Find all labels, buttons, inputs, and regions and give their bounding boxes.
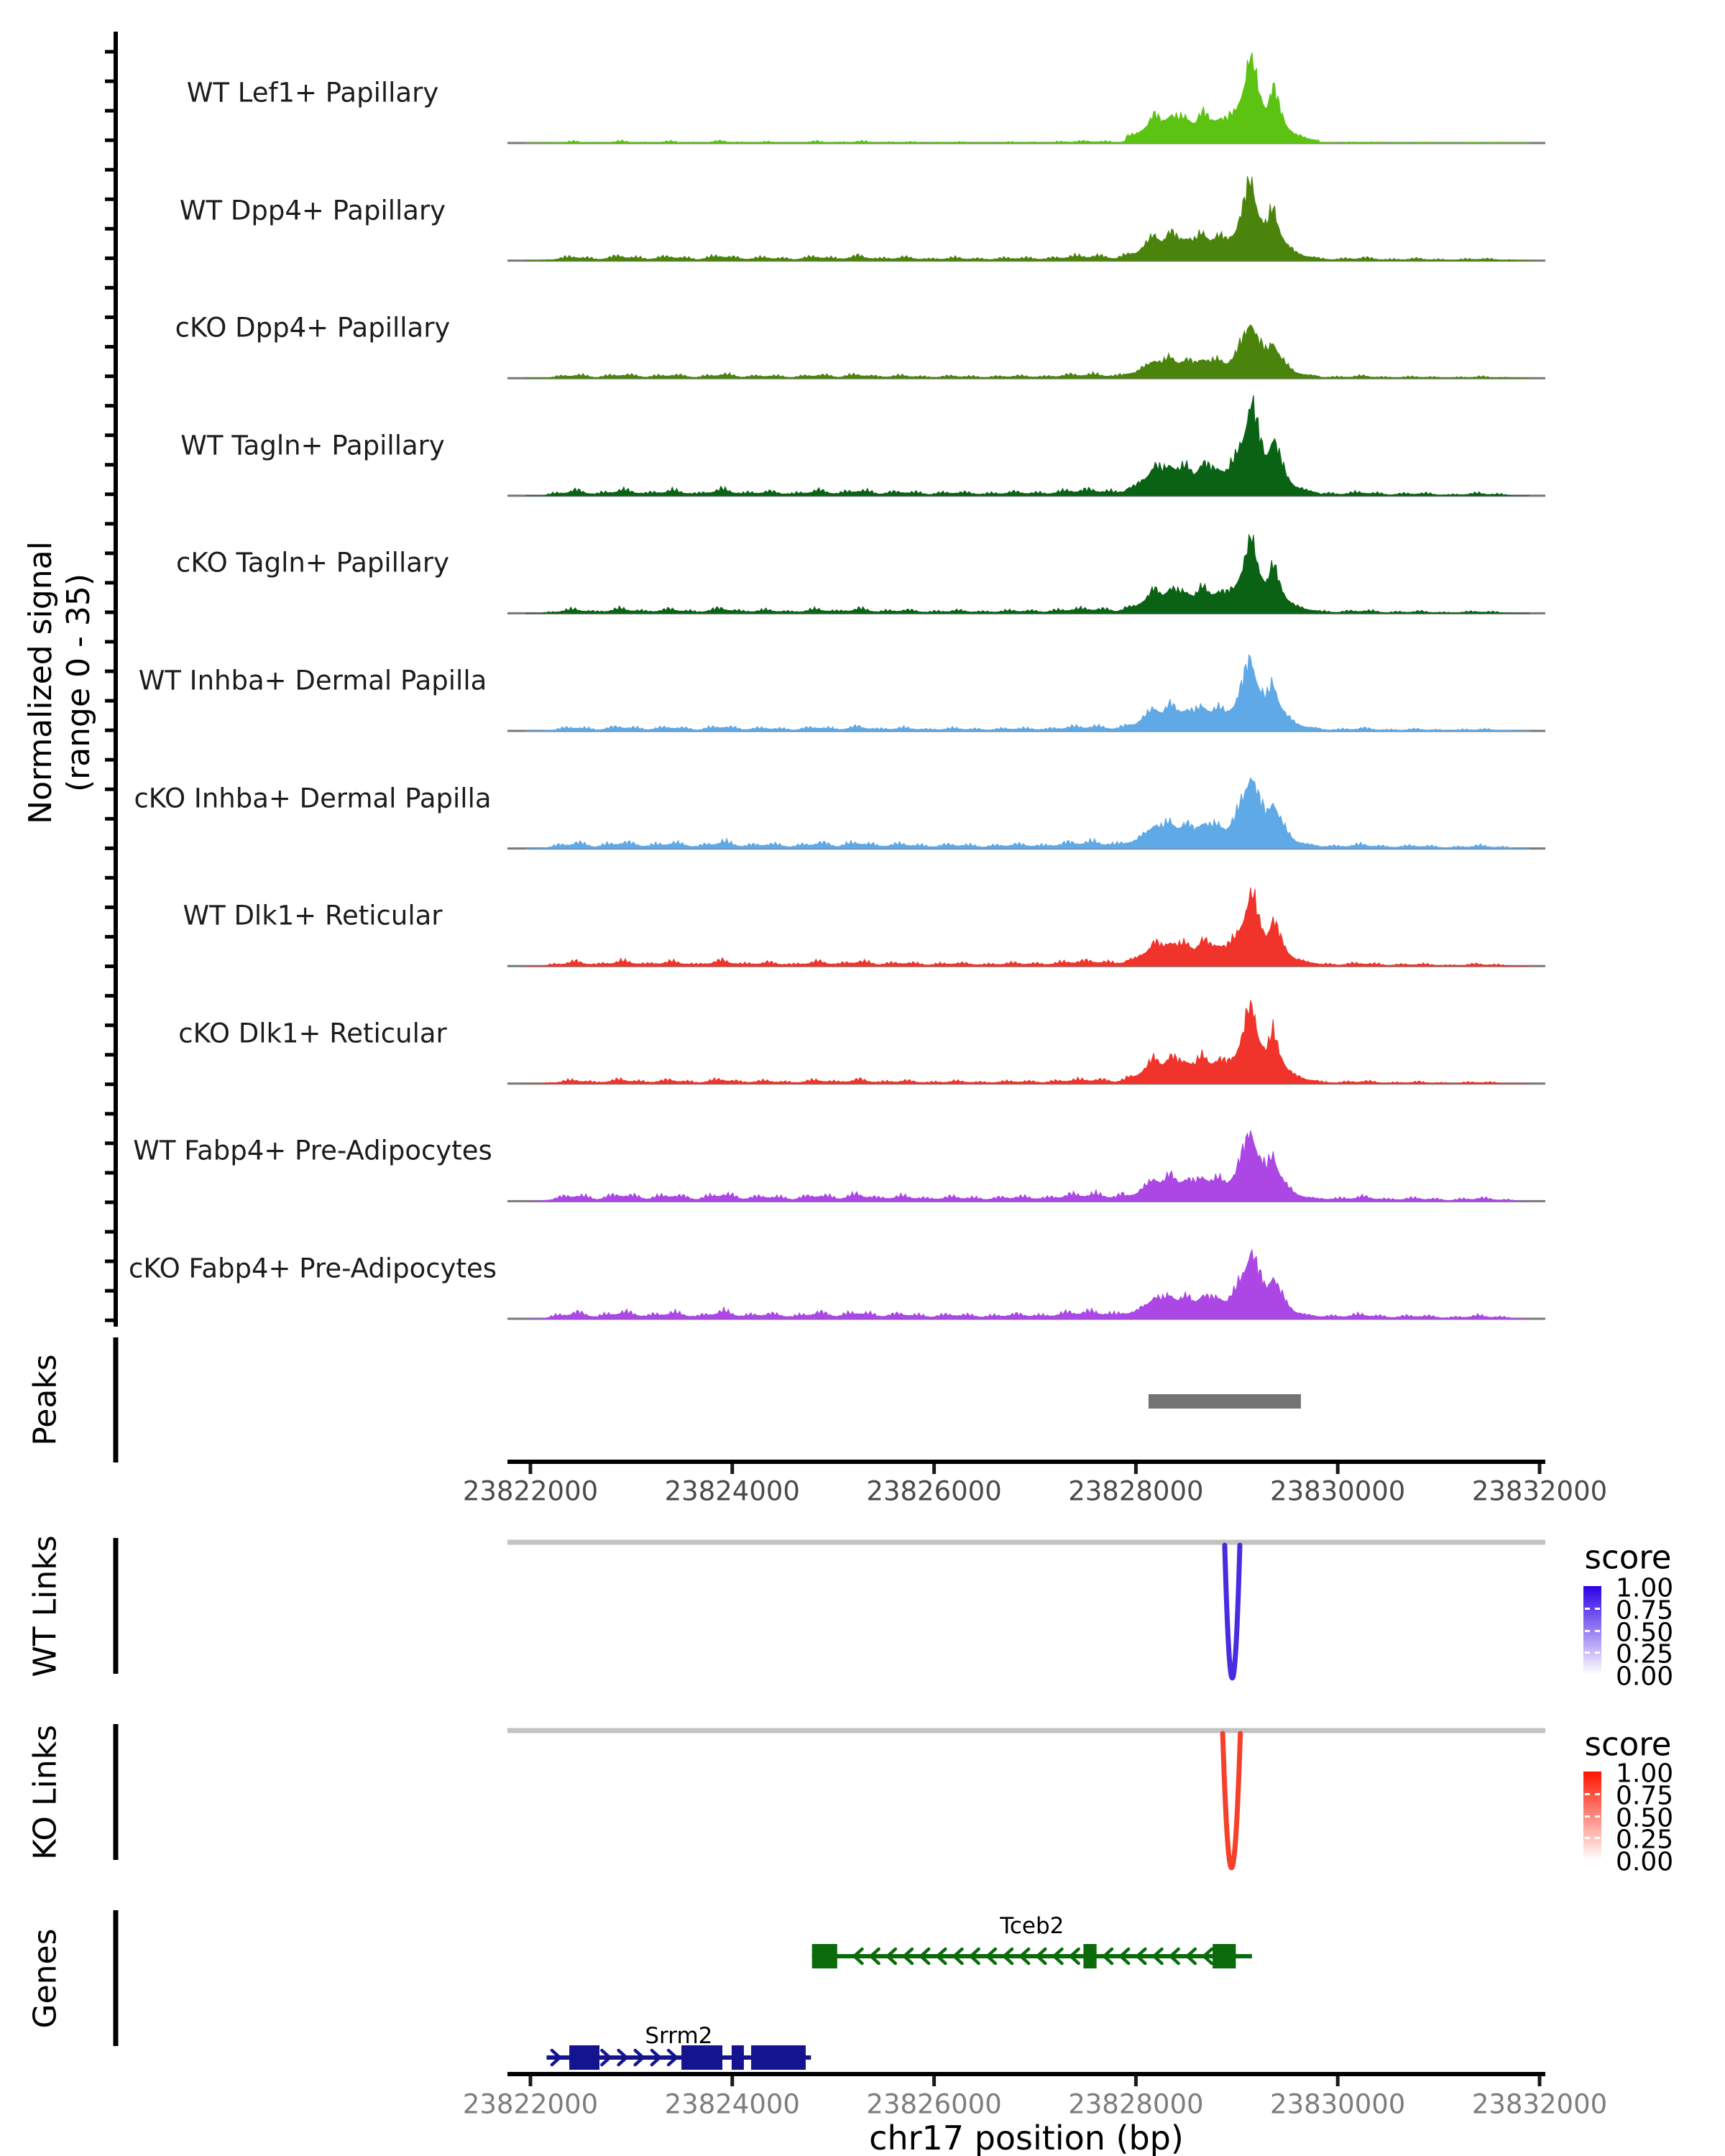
score-legend-tick-label: 1.00 [1616, 1759, 1674, 1789]
gradient-tick-dash [1585, 1815, 1590, 1818]
gradient-tick-dash [1585, 1837, 1590, 1839]
link-arc-wt [1225, 1545, 1240, 1678]
link-arc-ko [1223, 1733, 1241, 1868]
genome-axis-tick-label: 23828000 [1068, 2088, 1204, 2120]
track-label: cKO Inhba+ Dermal Papilla [134, 783, 492, 814]
genome-axis-tick-label: 23830000 [1270, 2088, 1406, 2120]
track-label: WT Lef1+ Papillary [186, 77, 439, 109]
score-legend-tick-label: 0.25 [1616, 1825, 1674, 1855]
gradient-tick-dash [1595, 1815, 1600, 1818]
track-label: cKO Fabp4+ Pre-Adipocytes [128, 1253, 497, 1284]
section-label-wt-links: WT Links [27, 1535, 64, 1677]
genome-axis-tick-label: 23824000 [664, 1475, 800, 1507]
genome-axis-tick-label: 23832000 [1471, 1475, 1608, 1507]
genome-axis-tick-label: 23832000 [1471, 2088, 1608, 2120]
signal-track-area [525, 535, 1530, 613]
track-label: WT Fabp4+ Pre-Adipocytes [133, 1135, 492, 1166]
signal-track-area [525, 395, 1530, 496]
gradient-tick-dash [1595, 1837, 1600, 1839]
section-label-genes: Genes [27, 1928, 64, 2029]
signal-axis-label-line2: (range 0 - 35) [60, 573, 97, 793]
genome-axis-tick-label: 23828000 [1068, 1475, 1204, 1507]
gene-exon [569, 2045, 599, 2070]
gene-label: Srrm2 [645, 2023, 713, 2049]
score-legend-tick-label: 0.25 [1616, 1639, 1674, 1669]
gradient-tick-dash [1585, 1608, 1590, 1610]
genome-axis-tick-label: 23826000 [866, 2088, 1002, 2120]
gene-exon [812, 1944, 837, 1968]
gradient-tick-dash [1595, 1651, 1600, 1654]
gradient-tick-dash [1595, 1793, 1600, 1795]
track-label: cKO Tagln+ Papillary [175, 547, 450, 579]
gradient-tick-dash [1585, 1793, 1590, 1795]
signal-axis-label [22, 541, 98, 824]
track-label: WT Inhba+ Dermal Papilla [138, 665, 487, 696]
genome-axis-tick-label: 23822000 [462, 2088, 599, 2120]
score-legend-tick-label: 0.50 [1616, 1618, 1674, 1647]
wt-score-legend-title: score [1584, 1538, 1672, 1577]
wt-score-gradient-bar [1583, 1586, 1601, 1674]
genome-axis-tick-label: 23826000 [866, 1475, 1002, 1507]
gene-exon [751, 2045, 806, 2070]
signal-track-area [525, 888, 1530, 966]
score-legend-tick-label: 1.00 [1616, 1573, 1674, 1603]
track-label: cKO Dlk1+ Reticular [178, 1018, 447, 1049]
signal-track-area [525, 1250, 1530, 1319]
ko-score-gradient-bar [1583, 1772, 1601, 1860]
peak-region-bar [1149, 1394, 1301, 1409]
gene-exon [681, 2045, 722, 2070]
score-legend-tick-label: 0.00 [1616, 1847, 1674, 1877]
score-legend-tick-label: 0.50 [1616, 1803, 1674, 1833]
gradient-tick-dash [1595, 1608, 1600, 1610]
gene-label: Tceb2 [1000, 1913, 1064, 1939]
signal-track-area [525, 52, 1530, 143]
genome-axis-tick-label: 23822000 [462, 1475, 599, 1507]
section-label-ko-links: KO Links [27, 1724, 64, 1861]
genome-axis-tick-label: 23824000 [664, 2088, 800, 2120]
x-axis-title: chr17 position (bp) [869, 2119, 1184, 2156]
score-legend-tick-label: 0.75 [1616, 1595, 1674, 1626]
gene-exon [1213, 1944, 1236, 1968]
score-legend-tick-label: 0.00 [1616, 1662, 1674, 1692]
signal-track-area [525, 1130, 1530, 1201]
signal-track-area [525, 325, 1530, 378]
track-label: WT Dlk1+ Reticular [183, 900, 443, 931]
signal-track-area [525, 778, 1530, 849]
gradient-tick-dash [1585, 1630, 1590, 1632]
signal-track-area [525, 176, 1530, 261]
section-label-peaks: Peaks [27, 1354, 64, 1446]
signal-axis-label-line1: Normalized signal [22, 541, 60, 824]
gradient-tick-dash [1595, 1630, 1600, 1632]
gene-exon [732, 2045, 744, 2070]
score-legend-tick-label: 0.75 [1616, 1781, 1674, 1811]
track-label: WT Tagln+ Papillary [180, 430, 445, 461]
signal-track-area [525, 1000, 1530, 1084]
track-label: cKO Dpp4+ Papillary [175, 312, 451, 344]
genome-axis-tick-label: 23830000 [1270, 1475, 1406, 1507]
gradient-tick-dash [1585, 1651, 1590, 1654]
gene-exon [1083, 1944, 1096, 1968]
ko-score-legend-title: score [1584, 1725, 1672, 1764]
signal-track-area [525, 655, 1530, 731]
track-label: WT Dpp4+ Papillary [179, 195, 446, 226]
